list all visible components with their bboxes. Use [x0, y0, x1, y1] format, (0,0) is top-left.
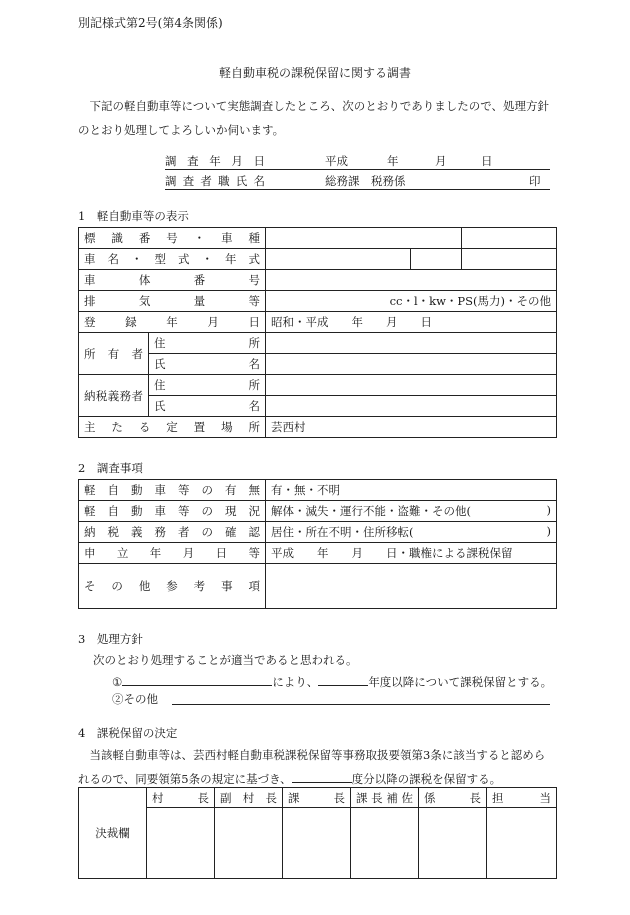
model-label: 車名・型式・年式	[79, 249, 266, 270]
existence-value: 有・無・不明	[266, 480, 557, 501]
owner-name-label: 氏名	[149, 354, 266, 375]
stamp-box-section-chief	[283, 808, 351, 879]
approval-col-section-chief: 課長	[283, 788, 351, 808]
condition-cell	[266, 501, 557, 522]
approval-col-mayor: 村長	[147, 788, 215, 808]
owner-label: 所有者	[79, 333, 149, 375]
table-row	[79, 522, 557, 543]
registration-label: 登録年月日	[79, 312, 266, 333]
location-value: 芸西村	[266, 417, 557, 438]
taxpayer-check-value: 居住・所在不明・住所移転(	[271, 525, 414, 539]
surveyor-line	[165, 171, 550, 190]
table-row	[79, 480, 557, 501]
survey-date-era: 平成	[325, 154, 348, 168]
survey-date-label: 調査年月日	[165, 154, 265, 168]
table-row	[79, 375, 557, 396]
table-row	[79, 543, 557, 564]
decision-text-after: 度分以降の課税を保留する。	[351, 772, 502, 786]
policy-item-1-mid: により、	[272, 675, 319, 689]
seal-mark: 印	[529, 174, 541, 188]
condition-close-paren: )	[546, 503, 551, 517]
chassis-label: 車体番号	[79, 270, 266, 291]
intro-paragraph: 下記の軽自動車等について実態調査したところ、次のとおりでありましたので、処理方針のとおり処理してよろしいか伺います。	[78, 99, 550, 137]
plate-label: 標識番号・車種	[79, 228, 266, 249]
section-1-heading: 1 軽自動車等の表示	[78, 209, 189, 223]
table-row	[79, 270, 557, 291]
policy-item-2-label: ②その他	[112, 692, 158, 706]
table-row	[79, 249, 557, 270]
survey-date-year: 年	[387, 154, 399, 168]
location-label: 主たる定置場所	[79, 417, 266, 438]
reason-blank	[122, 672, 272, 686]
table-row	[79, 228, 557, 249]
filing-date-value: 平成 年 月 日・職権による課税保留	[266, 543, 557, 564]
stamp-box-mayor	[147, 808, 215, 879]
type-value	[411, 249, 462, 270]
displacement-units: cc・l・kw・PS(馬力)・その他	[266, 291, 557, 312]
year-value	[462, 249, 557, 270]
survey-date-line	[165, 151, 550, 170]
existence-label: 軽自動車等の有無	[79, 480, 266, 501]
filing-date-label: 申立年月日等	[79, 543, 266, 564]
survey-date-month: 月	[435, 154, 447, 168]
owner-address-value	[266, 333, 557, 354]
taxpayer-label: 納税義務者	[79, 375, 149, 417]
approval-col-deputy-mayor: 副村長	[215, 788, 283, 808]
stamp-box-deputy-mayor	[215, 808, 283, 879]
taxpayer-check-close-paren: )	[546, 524, 551, 538]
owner-name-value	[266, 354, 557, 375]
model-value	[266, 249, 411, 270]
remarks-label: その他参考事項	[79, 564, 266, 609]
plate-value	[266, 228, 462, 249]
table-row	[79, 333, 557, 354]
policy-item-1-number: ①	[112, 675, 123, 689]
stamp-box-unit-chief	[419, 808, 487, 879]
taxpayer-name-label: 氏名	[149, 396, 266, 417]
section-3-heading: 3 処理方針	[78, 632, 143, 646]
chassis-value	[266, 270, 557, 291]
table-row	[79, 501, 557, 522]
decision-paragraph	[78, 743, 556, 791]
approval-col-staff: 担当	[487, 788, 557, 808]
stamp-box-staff	[487, 808, 557, 879]
table-row	[79, 417, 557, 438]
policy-lead: 次のとおり処理することが適当であると思われる。	[93, 653, 358, 667]
stamp-box-assistant-chief	[351, 808, 419, 879]
policy-item-2	[112, 691, 158, 707]
fiscal-year-blank	[318, 672, 368, 686]
vehicle-type-value	[462, 228, 557, 249]
owner-address-label: 住所	[149, 333, 266, 354]
table-row	[79, 291, 557, 312]
vehicle-table	[78, 227, 557, 438]
condition-value: 解体・滅失・運行不能・盗難・その他(	[271, 504, 471, 518]
other-blank	[172, 704, 550, 705]
surveyor-label: 調査者職氏名	[165, 174, 265, 188]
displacement-label: 排気量等	[79, 291, 266, 312]
section-4-heading: 4 課税保留の決定	[78, 726, 178, 740]
taxpayer-name-value	[266, 396, 557, 417]
approval-header-row	[79, 788, 557, 808]
decision-text-before: 当該軽自動車等は、芸西村軽自動車税課税保留等事務取扱要領第3条に該当すると認められるので、同要領第5条の規定に基づき、	[78, 748, 546, 786]
survey-date-day: 日	[481, 154, 493, 168]
taxpayer-check-cell	[266, 522, 557, 543]
section-2-heading: 2 調査事項	[78, 461, 143, 475]
form-number: 別記様式第2号(第4条関係)	[78, 16, 223, 30]
table-row	[79, 312, 557, 333]
table-row	[79, 564, 557, 609]
table-row	[79, 396, 557, 417]
surveyor-department: 総務課 税務係	[325, 174, 406, 188]
approval-label: 決裁欄	[79, 788, 147, 879]
survey-table	[78, 479, 557, 609]
decision-year-blank	[292, 769, 352, 783]
taxpayer-check-label: 納税義務者の確認	[79, 522, 266, 543]
registration-value: 昭和・平成 年 月 日	[266, 312, 557, 333]
condition-label: 軽自動車等の現況	[79, 501, 266, 522]
remarks-value	[266, 564, 557, 609]
table-row	[79, 354, 557, 375]
taxpayer-address-value	[266, 375, 557, 396]
approval-stamp-row	[79, 808, 557, 879]
policy-item-1	[112, 672, 552, 690]
policy-item-1-suffix: 年度以降について課税保留とする。	[368, 675, 553, 689]
approval-table	[78, 787, 557, 879]
document-title: 軽自動車税の課税保留に関する調書	[218, 66, 411, 80]
taxpayer-address-label: 住所	[149, 375, 266, 396]
approval-col-unit-chief: 係長	[419, 788, 487, 808]
approval-col-assistant-chief: 課長補佐	[351, 788, 419, 808]
